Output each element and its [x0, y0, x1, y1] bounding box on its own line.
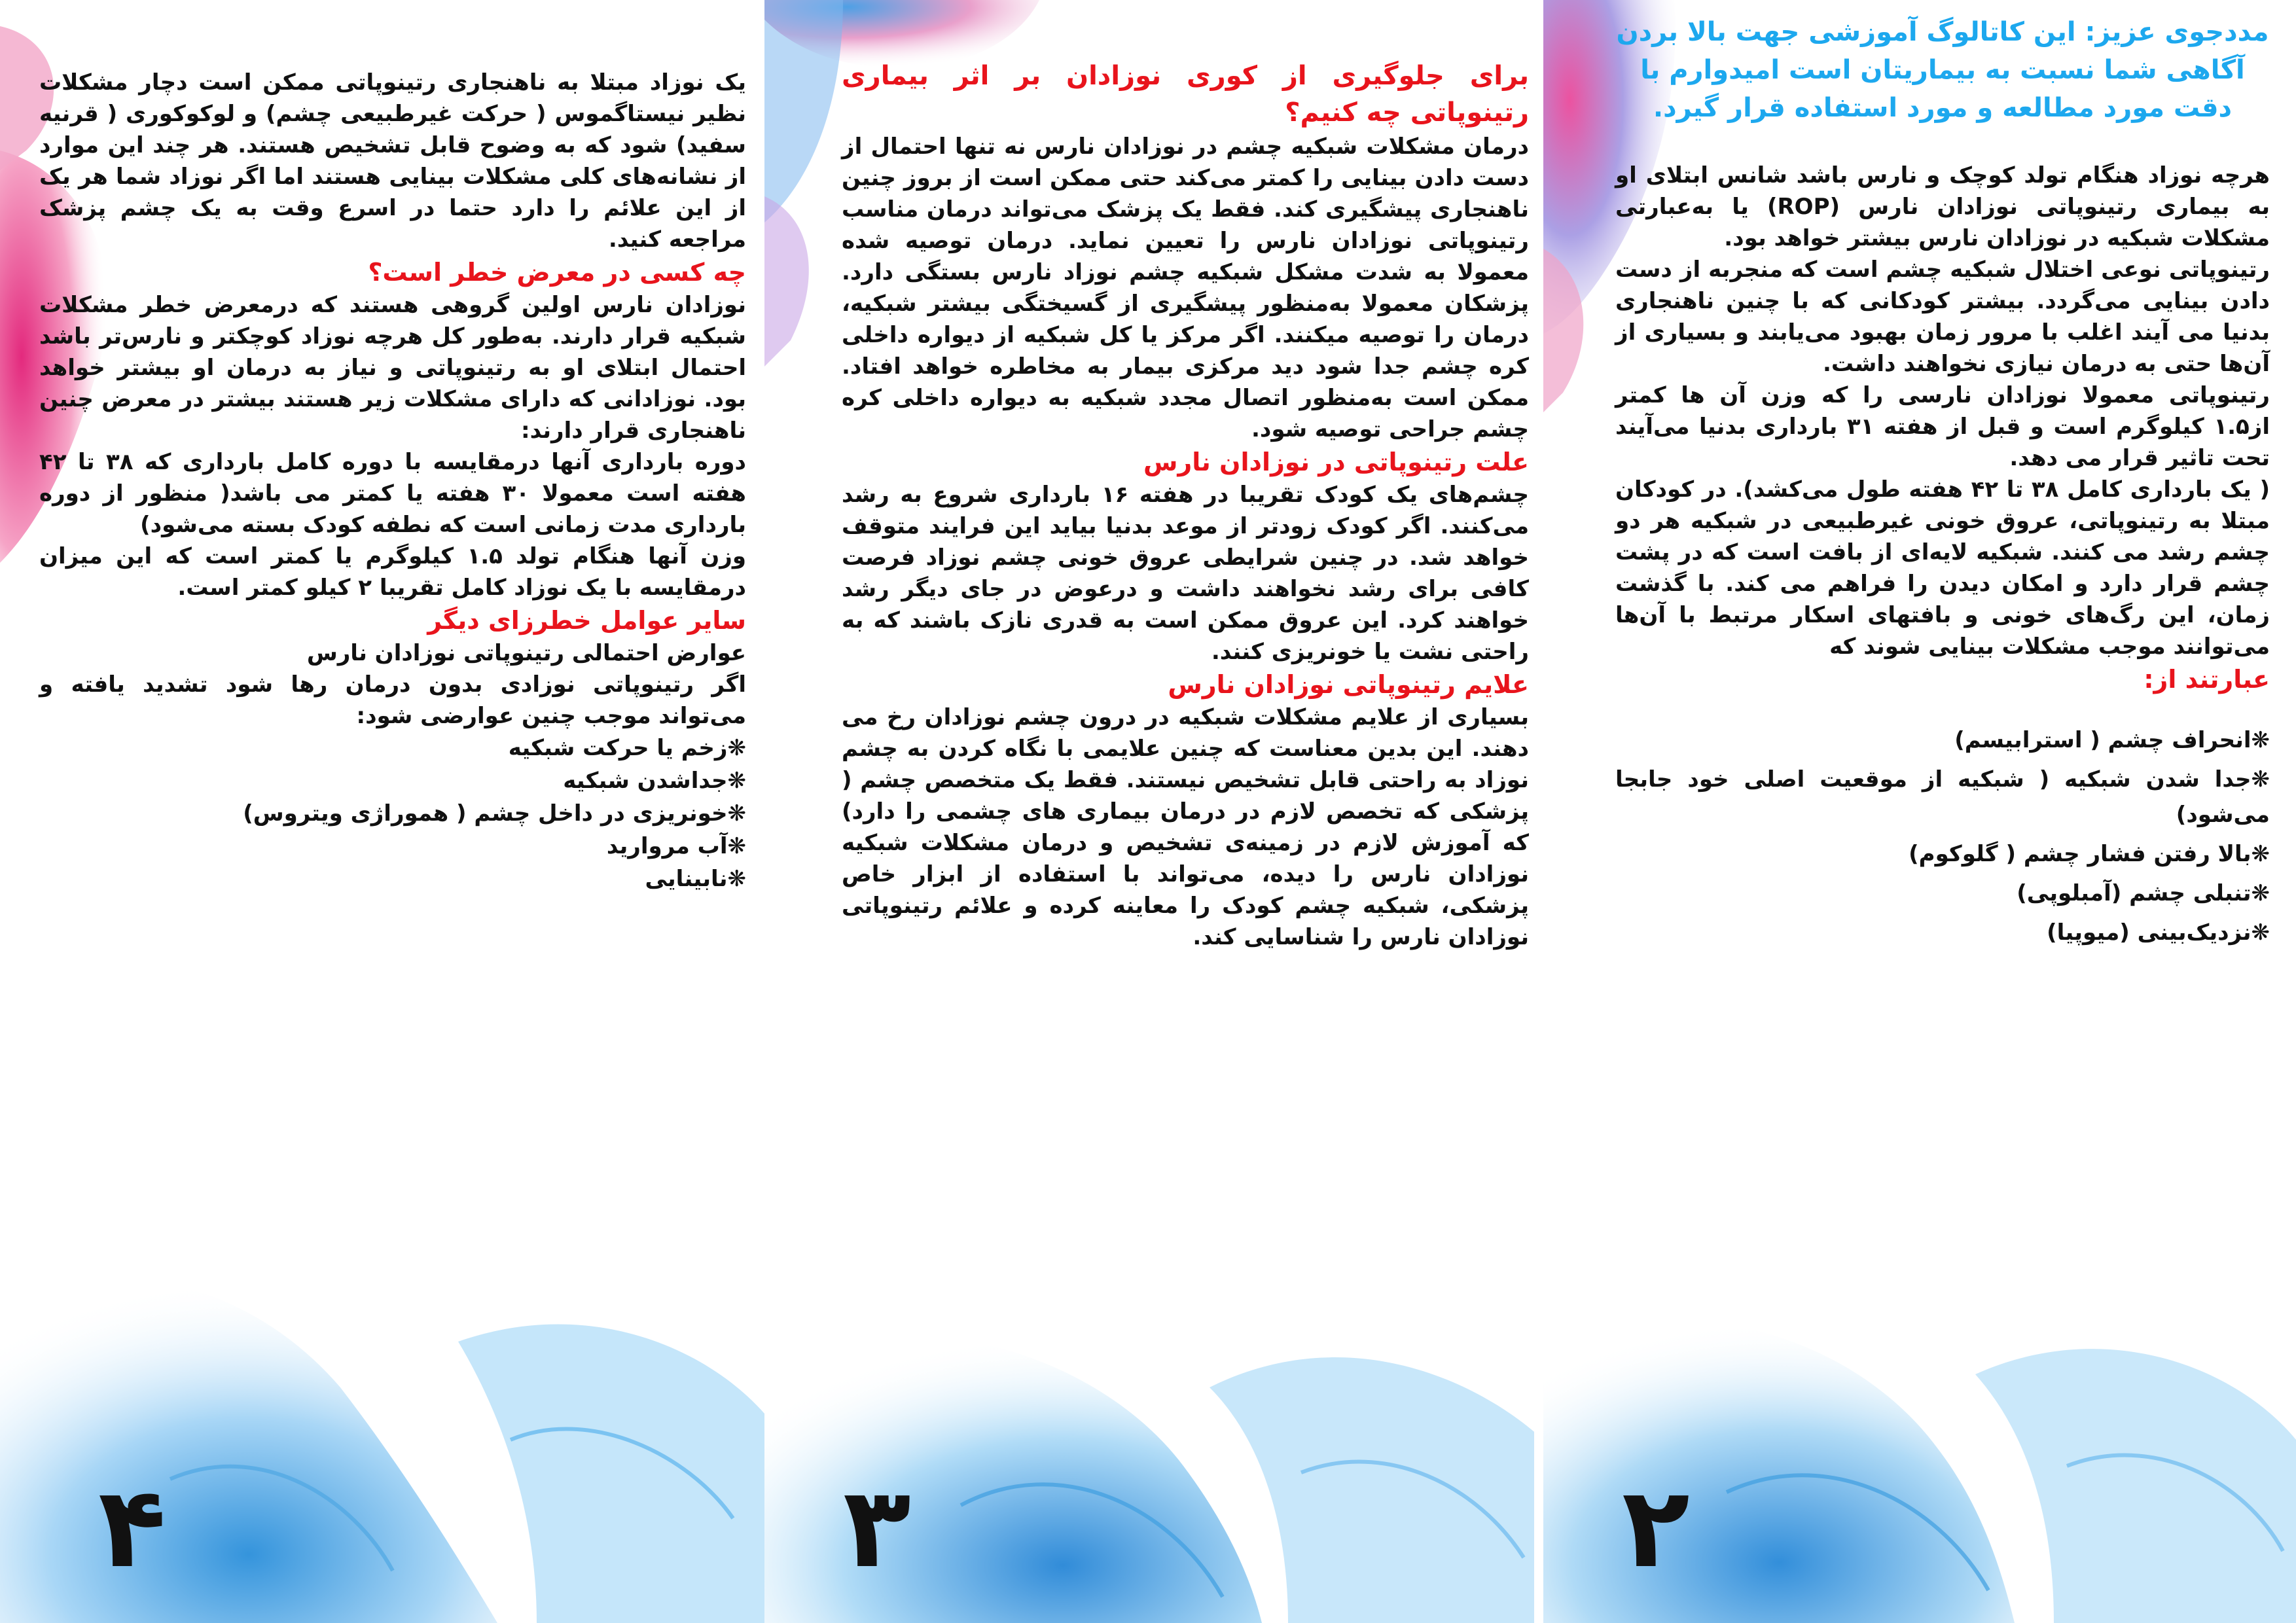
paragraph: نوزادان نارس اولین گروهی هستند که درمعرض خطر مشکلات شبکیه قرار دارند. به‌طور کل هرچه نوزاد کوچکتر و نارس‌تر باشد احتمال ابتلای او به رتینوپاتی و نیاز به درمان او بیشتر خواهد بود. نوزادانی که دارای مشکلات زیر هستند بیشتر در معرض چنین ناهنجاری قرار دارند:: [39, 292, 746, 444]
panel-3-content: [842, 58, 1529, 953]
paragraph: اگر رتینوپاتی نوزادی بدون درمان رها شود تشدید یافته و می‌تواند موجب چنین عوارضی شود:: [39, 671, 746, 729]
paragraph: چشم‌های یک کودک تقریبا در هفته ۱۶ بارداری شروع به رشد می‌کنند. اگر کودک زودتر از موعد بدنیا بیاید این فرایند متوقف خواهد شد. در چنین شرایطی عروق خونی چشم نوزاد فرصت کافی برای رشد نخواهند داشت و درعوض در جای دیگر رشد خواهند کرد. این عروق ممکن است به قدری نازک باشند که به راحتی نشت یا خونریزی کنند.: [842, 482, 1529, 665]
list-item: ❋جداشدن شبکیه: [563, 768, 746, 794]
list-item: ❋نزدیک‌بینی (میوپیا): [2047, 919, 2270, 946]
complications-list: [39, 732, 746, 895]
paragraph: دوره بارداری آنها درمقایسه با دوره کامل بارداری که ۳۸ تا ۴۲ هفته است معمولا ۳۰ هفته یا کمتر می باشد( منظور از دوره بارداری مدت زمانی است که نطفه کودک بسته می‌شود): [39, 449, 746, 538]
list-item: ❋زخم یا حرکت شبکیه: [508, 735, 746, 761]
page-number: ۳: [843, 1463, 911, 1593]
panel-page-2: [1543, 0, 2296, 1623]
paragraph: رتینوپاتی معمولا نوزادان نارسی را که وزن آن ها کمتر از۱.۵ کیلوگرم است و قبل از هفته ۳۱ بارداری بدنیا می‌آیند تحت تاثیر قرار می دهد.: [1615, 382, 2270, 471]
intro-message: مددجوی عزیز: این کاتالوگ آموزشی جهت بالا بردن آگاهی شما نسبت به بیماریتان است امیدوارم با دقت مورد مطالعه و مورد استفاده قرار گیرد.: [1616, 17, 2269, 123]
list-item: ❋بالا رفتن فشار چشم ( گلوکوم): [1909, 841, 2270, 867]
paragraph: عوارض احتمالی رتینوپاتی نوزادان نارس: [306, 640, 746, 666]
paragraph: یک نوزاد مبتلا به ناهنجاری رتینوپاتی ممکن است دچار مشکلات نظیر نیستاگموس ( حرکت غیرطبیعی چشم) و لوکوکوری ( قرنیه سفید) شود که به وضوح قابل تشخیص هستند. هر چند این موارد از نشانه‌های کلی مشکلات بینایی هستند اما اگر نوزاد شما هر یک از این علائم را دارد حتما در اسرع وقت به یک چشم پزشک مراجعه کنید.: [39, 69, 746, 253]
paragraph: درمان مشکلات شبکیه چشم در نوزادان نارس نه تنها احتمال از دست دادن بینایی را کمتر می‌کند حتی ممکن است از بروز چنین ناهنجاری پیشگیری کند. فقط یک پزشک می‌تواند درمان مناسب رتینوپاتی نوزادان نارس را تعیین نماید. درمان توصیه شده معمولا به شدت مشکل شبکیه چشم نوزاد نارس بستگی دارد. پزشکان معمولا به‌منظور پیشگیری از گسیختگی بیشتر شبکیه، درمان را توصیه میکنند. اگر مرکز یا کل شبکیه از دیواره داخلی کره چشم جدا شود دید مرکزی بیمار به مخاطره خواهد افتاد. ممکن است به‌منظور اتصال مجدد شبکیه به دیواره داخلی کره چشم جراحی توصیه شود.: [842, 134, 1529, 442]
section-heading: علایم رتینوپاتی نوزادان نارس: [1168, 670, 1529, 699]
paragraph: رتینوپاتی نوعی اختلال شبکیه چشم است که منجربه از دست دادن بینایی می‌گردد. بیشتر کودکانی که با چنین ناهنجاری بدنیا می آیند اغلب با مرور زمان بهبود می‌یابند و بسیاری از آن‌ها حتی به درمان نیازی نخواهند داشت.: [1615, 257, 2270, 377]
page-number: ۴: [98, 1463, 166, 1593]
panel-page-3: [764, 0, 1543, 1623]
page-number: ۲: [1622, 1463, 1690, 1593]
paragraph: ( یک بارداری کامل ۳۸ تا ۴۲ هفته طول می‌کشد). در کودکان مبتلا به رتینوپاتی، عروق خونی غیرطبیعی در شبکیه هر دو چشم رشد می کنند. شبکیه لایه‌ای از بافت است که در پشت چشم قرار دارد و امکان دیدن را فراهم می کند. با گذشت زمان، این رگ‌های خونی و بافتهای اسکار مرتبط با آن‌ها می‌توانند موجب مشکلات بینایی شوند که: [1615, 476, 2270, 660]
panel-4-content: [39, 67, 746, 895]
list-item: ❋جدا شدن شبکیه ( شبکیه از موقعیت اصلی خود جابجا می‌شود): [1615, 766, 2270, 828]
panel-2-content: [1615, 13, 2270, 954]
list-item: ❋خونریزی در داخل چشم ( هموراژی ویتروس): [243, 800, 746, 827]
fold-gutter: [1534, 0, 1543, 1623]
section-heading: علت رتینوپاتی در نوزادان نارس: [1143, 448, 1529, 476]
list-item: ❋آب مروارید: [606, 833, 746, 859]
paragraph: بسیاری از علایم مشکلات شبکیه در درون چشم نوزادان رخ می دهند. این بدین معناست که چنین علایمی با نگاه کردن به چشم نوزاد به راحتی قابل تشخیص نیستند. فقط یک متخصص چشم ( پزشکی که تخصص لازم در درمان بیماری های چشمی را دارد) که آموزش لازم در زمینه‌ی تشخیص و درمان مشکلات شبکیه نوزادان نارس را دیده، می‌تواند با استفاده از ابزار خاص پزشکی، شبکیه چشم کودک را معاینه کرده و علائم رتینوپاتی نوزادان نارس را شناسایی کند.: [842, 704, 1529, 950]
paragraph: هرچه نوزاد هنگام تولد کوچک و نارس باشد شانس ابتلای او به بیماری رتینوپاتی نوزادان نارس (ROP) یا به‌عبارتی مشکلات شبکیه در نوزادان نارس بیشتر خواهد بود.: [1615, 162, 2270, 251]
section-heading: عبارتند از:: [2144, 665, 2270, 694]
paragraph: وزن آنها هنگام تولد ۱.۵ کیلوگرم یا کمتر است که این میزان درمقایسه با یک نوزاد کامل تقریبا ۲ کیلو کمتر است.: [39, 543, 746, 601]
list-item: ❋نابینایی: [645, 866, 746, 892]
vision-problems-list: [1615, 722, 2270, 950]
list-item: ❋تنبلی چشم (آمبلوپی): [2017, 880, 2270, 906]
section-heading: چه کسی در معرض خطر است؟: [368, 258, 746, 287]
section-heading: سایر عوامل خطرزای دیگر: [427, 606, 746, 635]
panel-page-4: [0, 0, 764, 1623]
list-item: ❋انحراف چشم ( استرابیسم): [1954, 727, 2270, 753]
section-heading: برای جلوگیری از کوری نوزادان بر اثر بیماری رتینوپاتی چه کنیم؟: [842, 61, 1529, 128]
